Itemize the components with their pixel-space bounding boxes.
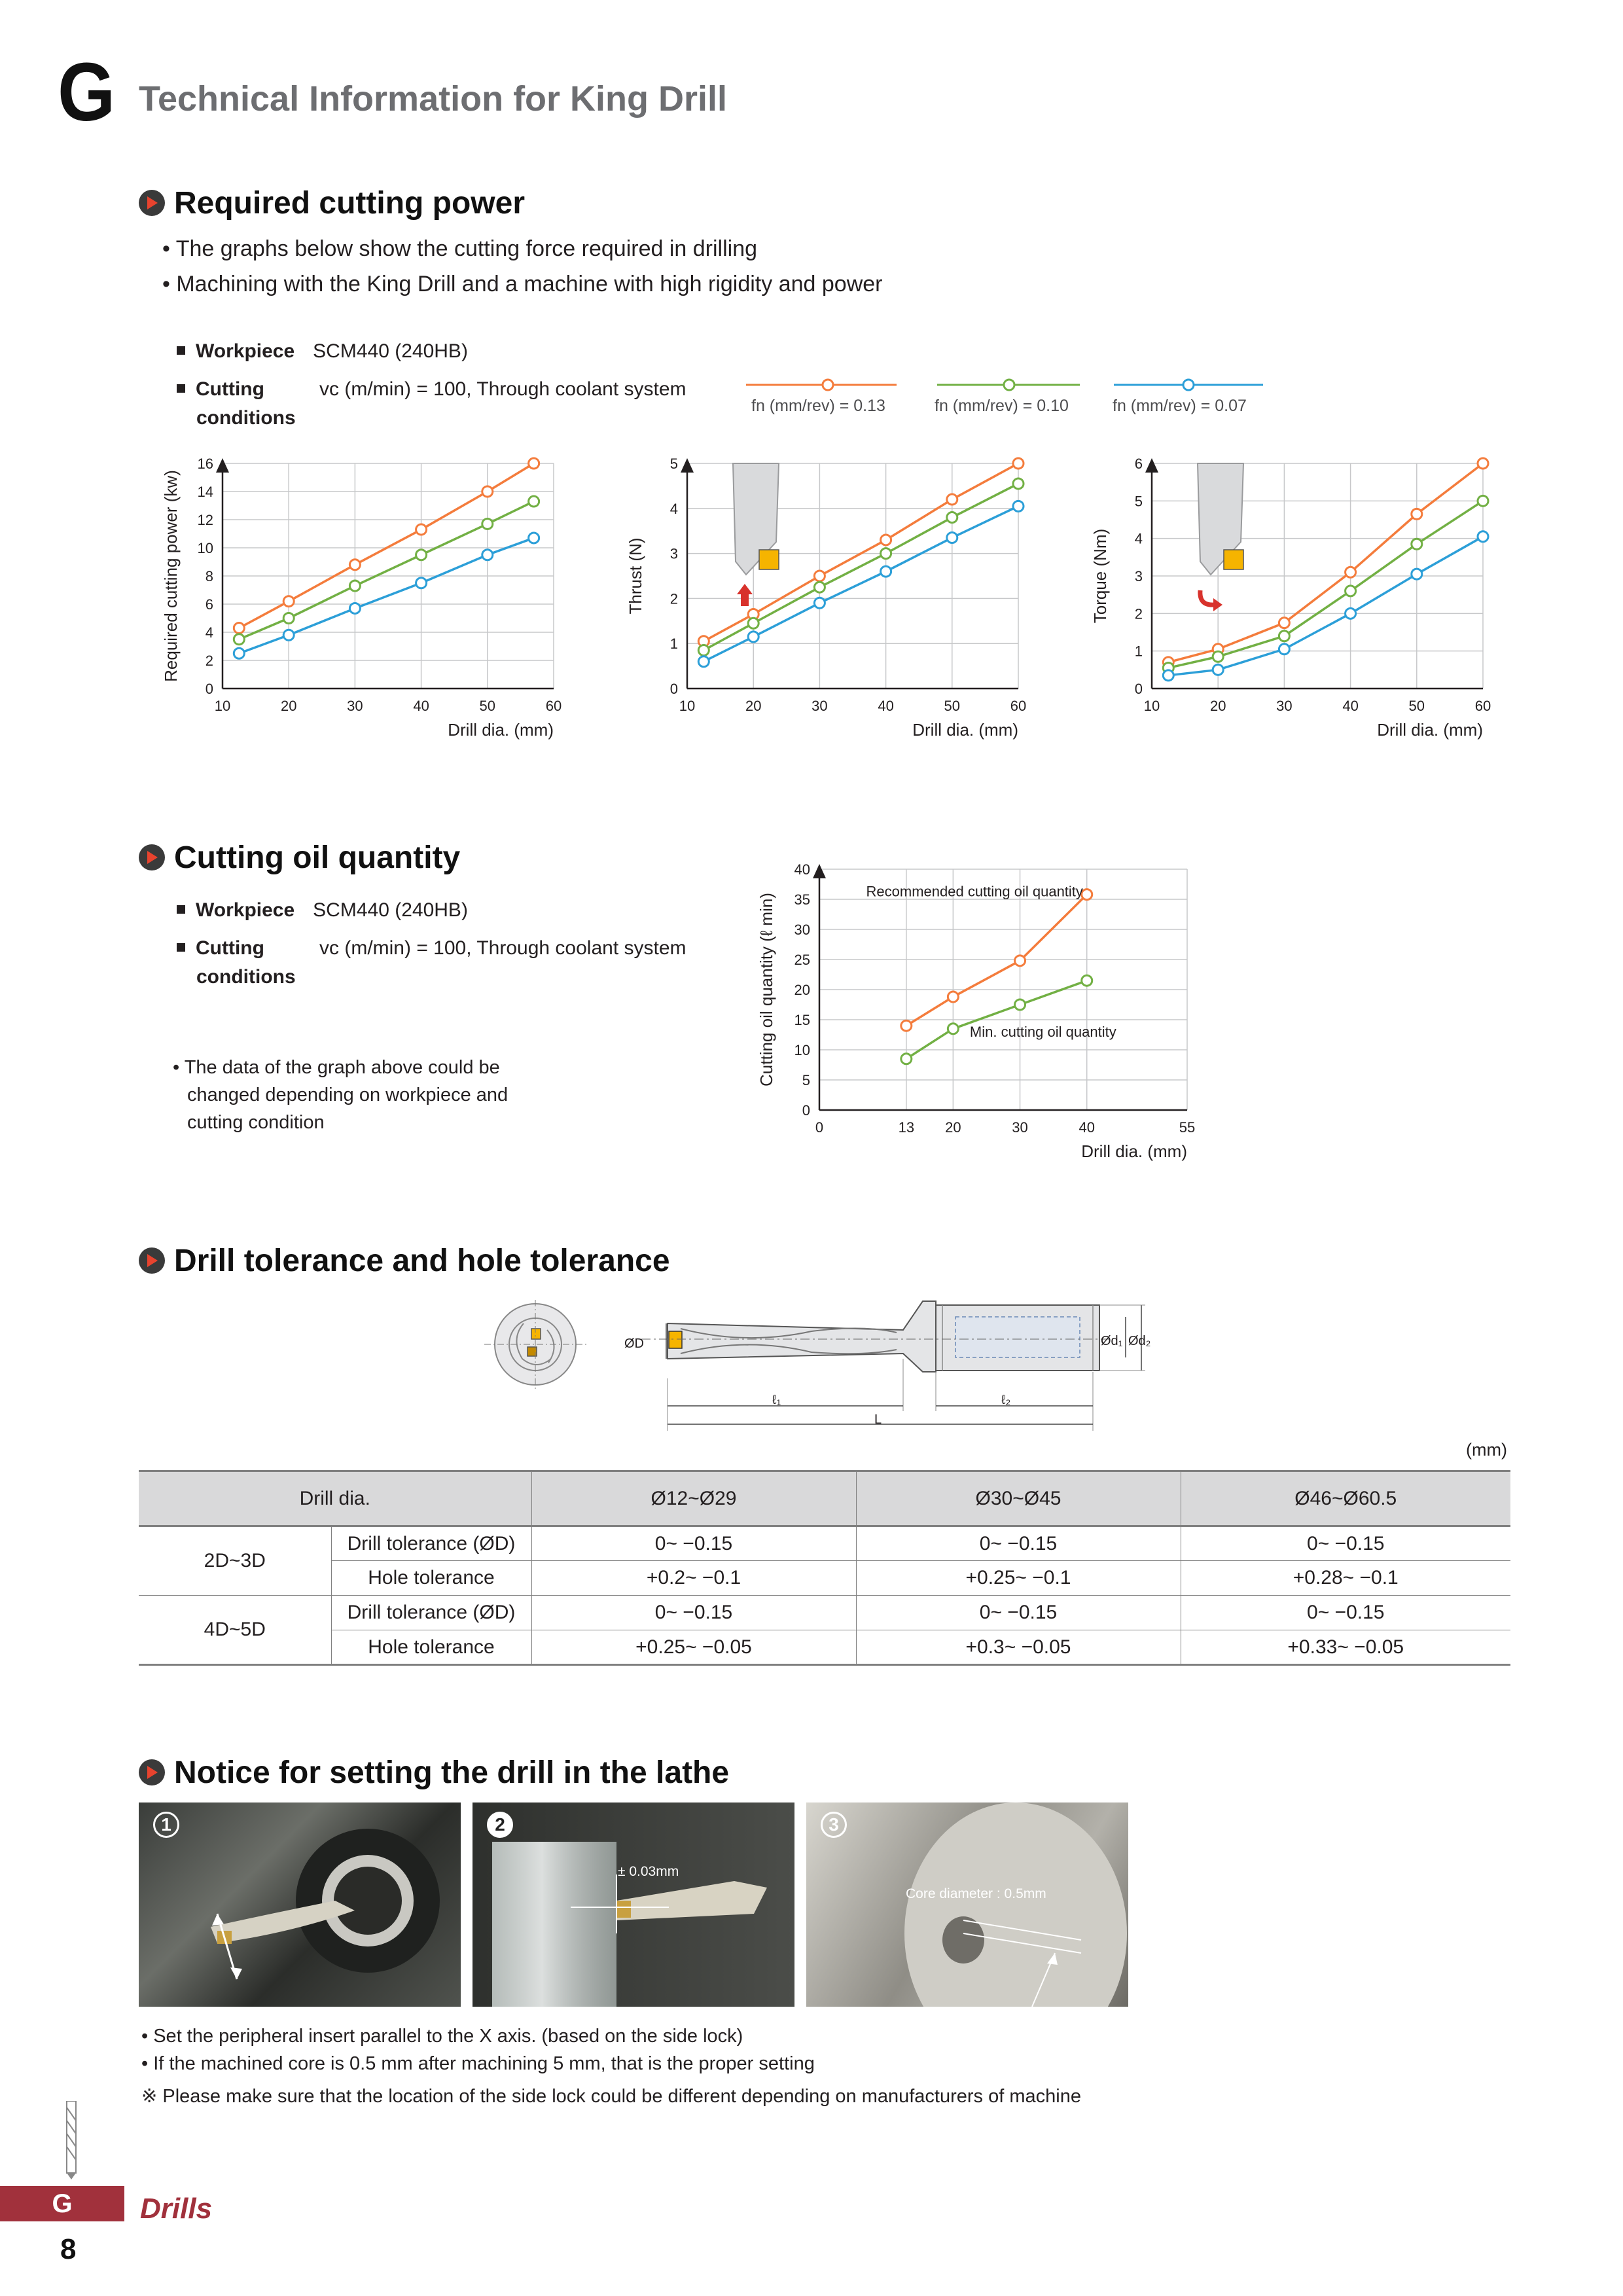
y-tick-label: 2: [1134, 605, 1143, 622]
data-point: [947, 512, 957, 523]
y-tick-label: 4: [669, 500, 678, 517]
data-point: [1013, 501, 1024, 511]
data-point: [748, 618, 758, 628]
x-tick-label: 30: [812, 698, 828, 714]
data-point: [234, 634, 244, 645]
chart-cutting-oil: [753, 851, 1224, 1178]
drill-illustration: [1198, 463, 1243, 611]
label-l1: ℓ₁: [772, 1393, 781, 1407]
x-tick-label: 60: [545, 698, 562, 714]
data-point: [1213, 651, 1223, 662]
square-bullet-icon: [177, 384, 185, 393]
section-arrow-icon: [139, 844, 165, 870]
y-tick-label: 16: [197, 456, 213, 472]
chart-cutting-power: [157, 445, 602, 759]
cutting-value: vc (m/min) = 100, Through coolant system: [319, 378, 687, 400]
data-point: [814, 598, 825, 608]
photo-number: 2: [487, 1812, 513, 1838]
data-point: [349, 603, 360, 613]
page-number: 8: [60, 2233, 77, 2265]
legend-label-2: fn (mm/rev) = 0.07: [1113, 397, 1247, 415]
data-point: [234, 623, 244, 634]
oil-cutting-row: [177, 935, 264, 962]
row-label: Hole tolerance: [331, 1561, 531, 1596]
table-cell: +0.33~ −0.05: [1181, 1630, 1510, 1665]
data-point: [1013, 478, 1024, 489]
x-tick-label: 60: [1010, 698, 1027, 714]
data-point: [1412, 509, 1422, 519]
y-tick-label: 5: [1134, 493, 1143, 510]
y-tick-label: 0: [802, 1102, 810, 1119]
data-point: [947, 494, 957, 505]
table-cell: +0.25~ −0.05: [531, 1630, 856, 1665]
data-point: [1279, 644, 1289, 655]
table-cell: 0~ −0.15: [1181, 1526, 1510, 1561]
x-tick-label: 55: [1179, 1119, 1196, 1136]
workpiece-value: SCM440 (240HB): [313, 340, 468, 362]
section-arrow-icon: [139, 1247, 165, 1274]
x-tick-label: 0: [815, 1119, 824, 1136]
x-tick-label: 50: [1408, 698, 1425, 714]
header-cell: Ø46~Ø60.5: [1181, 1471, 1510, 1526]
x-tick-label: 20: [945, 1119, 961, 1136]
x-tick-label: 10: [679, 698, 696, 714]
section-arrow-icon: [139, 1759, 165, 1785]
unit-label: (mm): [1466, 1440, 1507, 1460]
data-point: [349, 560, 360, 570]
y-tick-label: 1: [1134, 643, 1143, 660]
drill-end-view: [484, 1300, 589, 1391]
x-tick-label: 20: [1209, 698, 1226, 714]
workpiece-value: SCM440 (240HB): [313, 899, 468, 921]
y-axis-arrow: [813, 864, 826, 878]
x-tick-label: 30: [1012, 1119, 1028, 1136]
series-label: Recommended cutting oil quantity: [866, 883, 1083, 900]
x-axis-label: Drill dia. (mm): [1081, 1141, 1187, 1161]
data-point: [814, 571, 825, 581]
y-axis-arrow: [1145, 458, 1158, 473]
y-tick-label: 10: [794, 1042, 810, 1058]
photo-1-art: [139, 1803, 461, 2007]
y-tick-label: 40: [794, 861, 810, 878]
drill-side-view: [615, 1293, 1178, 1437]
x-axis-label: Drill dia. (mm): [912, 720, 1018, 740]
table-cell: 0~ −0.15: [856, 1526, 1181, 1561]
data-point: [1412, 539, 1422, 549]
data-point: [1015, 956, 1026, 966]
x-axis-label: Drill dia. (mm): [448, 720, 554, 740]
photo-1: [139, 1803, 461, 2007]
y-tick-label: 6: [1134, 456, 1143, 472]
photo-2-art: [473, 1803, 794, 2007]
photo-caption: ± 0.03mm: [618, 1864, 679, 1879]
section-arrow-icon: [139, 190, 165, 216]
data-point: [948, 992, 958, 1002]
y-tick-label: 2: [205, 653, 213, 669]
y-tick-label: 5: [669, 456, 678, 472]
data-point: [1478, 495, 1488, 506]
y-axis-label: Torque (Nm): [1090, 528, 1110, 624]
data-point: [1478, 531, 1488, 542]
y-tick-label: 0: [669, 681, 678, 697]
legend-label-1: fn (mm/rev) = 0.10: [935, 397, 1069, 415]
data-point: [416, 550, 427, 560]
square-bullet-icon: [177, 943, 185, 952]
note-line: cutting condition: [187, 1112, 325, 1134]
table-cell: 0~ −0.15: [1181, 1596, 1510, 1630]
data-point: [1163, 670, 1173, 681]
y-tick-label: 4: [1134, 530, 1143, 547]
header-cell: Ø30~Ø45: [856, 1471, 1181, 1526]
data-point: [1346, 586, 1356, 596]
up-arrow-icon: [737, 584, 753, 606]
rotation-arrow-icon: [1200, 590, 1215, 605]
y-tick-label: 25: [794, 952, 810, 968]
data-point: [814, 582, 825, 592]
warning-note: ※ Please make sure that the location of the side lock could be different depending on manufacturers of machine: [141, 2086, 1081, 2108]
cutting-row: [177, 376, 264, 403]
workpiece-label: Workpiece: [196, 899, 295, 921]
table-cell: +0.2~ −0.1: [531, 1561, 856, 1596]
y-tick-label: 0: [205, 681, 213, 697]
lathe-notes: • Set the peripheral insert parallel to the X axis. (based on the side lock) • If the machined core is 0.5 mm after machining 5 mm, that is the proper setting ※ Please make sure that the location of the side lock could be different depending on manufacturers of machine: [141, 2022, 1081, 2110]
label-d1: Ød₁: [1101, 1334, 1123, 1348]
x-tick-label: 40: [1079, 1119, 1095, 1136]
workpiece-label: Workpiece: [196, 340, 295, 362]
table-row: [139, 1526, 1510, 1561]
page-title: Technical Information for King Drill: [139, 79, 728, 118]
bullet-text: Machining with the King Drill and a machine with high rigidity and power: [176, 272, 883, 296]
data-point: [234, 648, 244, 658]
x-tick-label: 60: [1474, 698, 1491, 714]
data-point: [283, 613, 294, 624]
data-point: [1013, 458, 1024, 469]
y-tick-label: 8: [205, 568, 213, 584]
y-axis-label: Required cutting power (kw): [161, 470, 181, 682]
data-point: [482, 486, 493, 497]
legend-marker-1: [937, 380, 1080, 390]
x-tick-label: 40: [1342, 698, 1359, 714]
table-cell: 0~ −0.15: [856, 1596, 1181, 1630]
cutting-label: Cutting: [196, 937, 264, 959]
cutting-label: Cutting: [196, 378, 264, 400]
photo-caption: Core diameter : 0.5mm: [906, 1886, 1046, 1901]
y-tick-label: 5: [802, 1072, 810, 1088]
x-tick-label: 50: [479, 698, 496, 714]
header-cell: Drill dia.: [139, 1471, 531, 1526]
y-axis-arrow: [681, 458, 694, 473]
legend-label-0: fn (mm/rev) = 0.13: [751, 397, 885, 415]
y-tick-label: 4: [205, 624, 213, 641]
data-point: [416, 524, 427, 535]
table-cell: +0.25~ −0.1: [856, 1561, 1181, 1596]
table-row: [139, 1596, 1510, 1630]
x-tick-label: 30: [1276, 698, 1293, 714]
y-tick-label: 35: [794, 891, 810, 908]
data-point: [1279, 618, 1289, 628]
table-row: [139, 1630, 1510, 1665]
header-cell: Ø12~Ø29: [531, 1471, 856, 1526]
x-tick-label: 40: [878, 698, 894, 714]
tolerance-table: [139, 1470, 1510, 1666]
note-line: changed depending on workpiece and: [187, 1085, 508, 1106]
data-point: [1412, 569, 1422, 579]
x-tick-label: 20: [280, 698, 297, 714]
data-point: [901, 1020, 912, 1031]
x-tick-label: 10: [214, 698, 231, 714]
table-cell: +0.3~ −0.05: [856, 1630, 1181, 1665]
data-point: [881, 535, 891, 545]
bullet-1: • The graphs below show the cutting force required in drilling: [162, 236, 758, 261]
oil-workpiece-row: [177, 897, 468, 924]
y-axis-label: Thrust (N): [626, 537, 645, 615]
y-tick-label: 1: [669, 636, 678, 653]
note-line: If the machined core is 0.5 mm after machining 5 mm, that is the proper setting: [153, 2053, 815, 2075]
square-bullet-icon: [177, 346, 185, 355]
data-point: [416, 578, 427, 588]
x-tick-label: 40: [413, 698, 429, 714]
data-point: [529, 458, 539, 469]
note-line: The data of the graph above could be: [184, 1057, 500, 1078]
photo-3-art: [806, 1803, 1128, 2007]
data-point: [748, 632, 758, 642]
series-label: Min. cutting oil quantity: [969, 1023, 1116, 1040]
drill-icon: [63, 2101, 80, 2179]
section-title-tolerance: Drill tolerance and hole tolerance: [174, 1244, 670, 1278]
cutting-value: vc (m/min) = 100, Through coolant system: [319, 937, 687, 959]
x-tick-label: 50: [944, 698, 961, 714]
table-header-row: [139, 1471, 1510, 1526]
data-point: [1346, 567, 1356, 577]
group-label: 4D~5D: [139, 1596, 331, 1665]
note-line: Set the peripheral insert parallel to the X axis. (based on the side lock): [153, 2026, 743, 2047]
label-l2: ℓ₂: [1001, 1393, 1011, 1407]
y-tick-label: 3: [669, 545, 678, 562]
data-point: [482, 550, 493, 560]
data-point: [881, 548, 891, 559]
photo-number: 3: [821, 1812, 847, 1838]
footer-section-label: Drills: [140, 2193, 213, 2225]
data-point: [698, 645, 709, 656]
conditions-label: conditions: [196, 407, 296, 429]
data-point: [349, 581, 360, 591]
table-cell: 0~ −0.15: [531, 1596, 856, 1630]
data-point: [1213, 664, 1223, 675]
data-point: [283, 630, 294, 640]
y-tick-label: 2: [669, 590, 678, 607]
conditions-label: conditions: [196, 966, 296, 988]
x-tick-label: 20: [745, 698, 762, 714]
data-point: [1082, 889, 1092, 900]
section-title-lathe: Notice for setting the drill in the lathe: [174, 1755, 730, 1790]
x-axis-label: Drill dia. (mm): [1377, 720, 1483, 740]
data-point: [283, 596, 294, 607]
data-point: [1082, 975, 1092, 986]
x-tick-label: 30: [347, 698, 363, 714]
y-tick-label: 3: [1134, 568, 1143, 584]
footer-chapter-tab: G: [0, 2186, 124, 2221]
y-tick-label: 14: [197, 484, 213, 500]
data-point: [529, 533, 539, 543]
y-tick-label: 6: [205, 596, 213, 613]
legend-marker-0: [746, 380, 897, 390]
series-line: [906, 895, 1087, 1026]
data-point: [529, 496, 539, 507]
data-point: [1015, 999, 1026, 1010]
data-point: [482, 518, 493, 529]
chart-thrust: [622, 445, 1067, 759]
bullet-text: The graphs below show the cutting force required in drilling: [175, 236, 758, 261]
oil-note: • The data of the graph above could be changed depending on workpiece and cutting condition: [173, 1054, 508, 1136]
table-cell: 0~ −0.15: [531, 1526, 856, 1561]
photo-number: 1: [153, 1812, 179, 1838]
section-title-power: Required cutting power: [174, 186, 526, 221]
x-tick-label: 13: [898, 1119, 915, 1136]
y-tick-label: 30: [794, 922, 810, 938]
label-od: ØD: [624, 1336, 644, 1351]
y-axis-label: Cutting oil quantity (ℓ min): [757, 893, 776, 1086]
square-bullet-icon: [177, 905, 185, 914]
x-tick-label: 10: [1143, 698, 1160, 714]
bullet-2: • Machining with the King Drill and a machine with high rigidity and power: [162, 272, 883, 296]
data-point: [1279, 631, 1289, 641]
data-point: [1478, 458, 1488, 469]
label-L: L: [874, 1412, 882, 1427]
table-cell: +0.28~ −0.1: [1181, 1561, 1510, 1596]
label-d2: Ød₂: [1128, 1334, 1151, 1348]
y-tick-label: 0: [1134, 681, 1143, 697]
table-row: [139, 1561, 1510, 1596]
row-label: Drill tolerance (ØD): [331, 1526, 531, 1561]
group-label: 2D~3D: [139, 1526, 331, 1596]
y-tick-label: 10: [197, 540, 213, 556]
y-tick-label: 20: [794, 982, 810, 998]
chart-torque: [1086, 445, 1531, 759]
data-point: [948, 1024, 958, 1034]
section-title-oil: Cutting oil quantity: [174, 840, 461, 875]
data-point: [947, 533, 957, 543]
photo-3: [806, 1803, 1128, 2007]
chapter-letter: G: [58, 46, 116, 138]
legend-marker-2: [1114, 380, 1263, 390]
data-point: [881, 566, 891, 577]
workpiece-row: [177, 338, 468, 365]
y-axis-arrow: [216, 458, 229, 473]
data-point: [1346, 608, 1356, 619]
photo-2: [473, 1803, 794, 2007]
data-point: [698, 656, 709, 667]
data-point: [901, 1054, 912, 1064]
row-label: Hole tolerance: [331, 1630, 531, 1665]
y-tick-label: 12: [197, 512, 213, 528]
row-label: Drill tolerance (ØD): [331, 1596, 531, 1630]
drill-illustration: [733, 463, 779, 606]
y-tick-label: 15: [794, 1012, 810, 1028]
